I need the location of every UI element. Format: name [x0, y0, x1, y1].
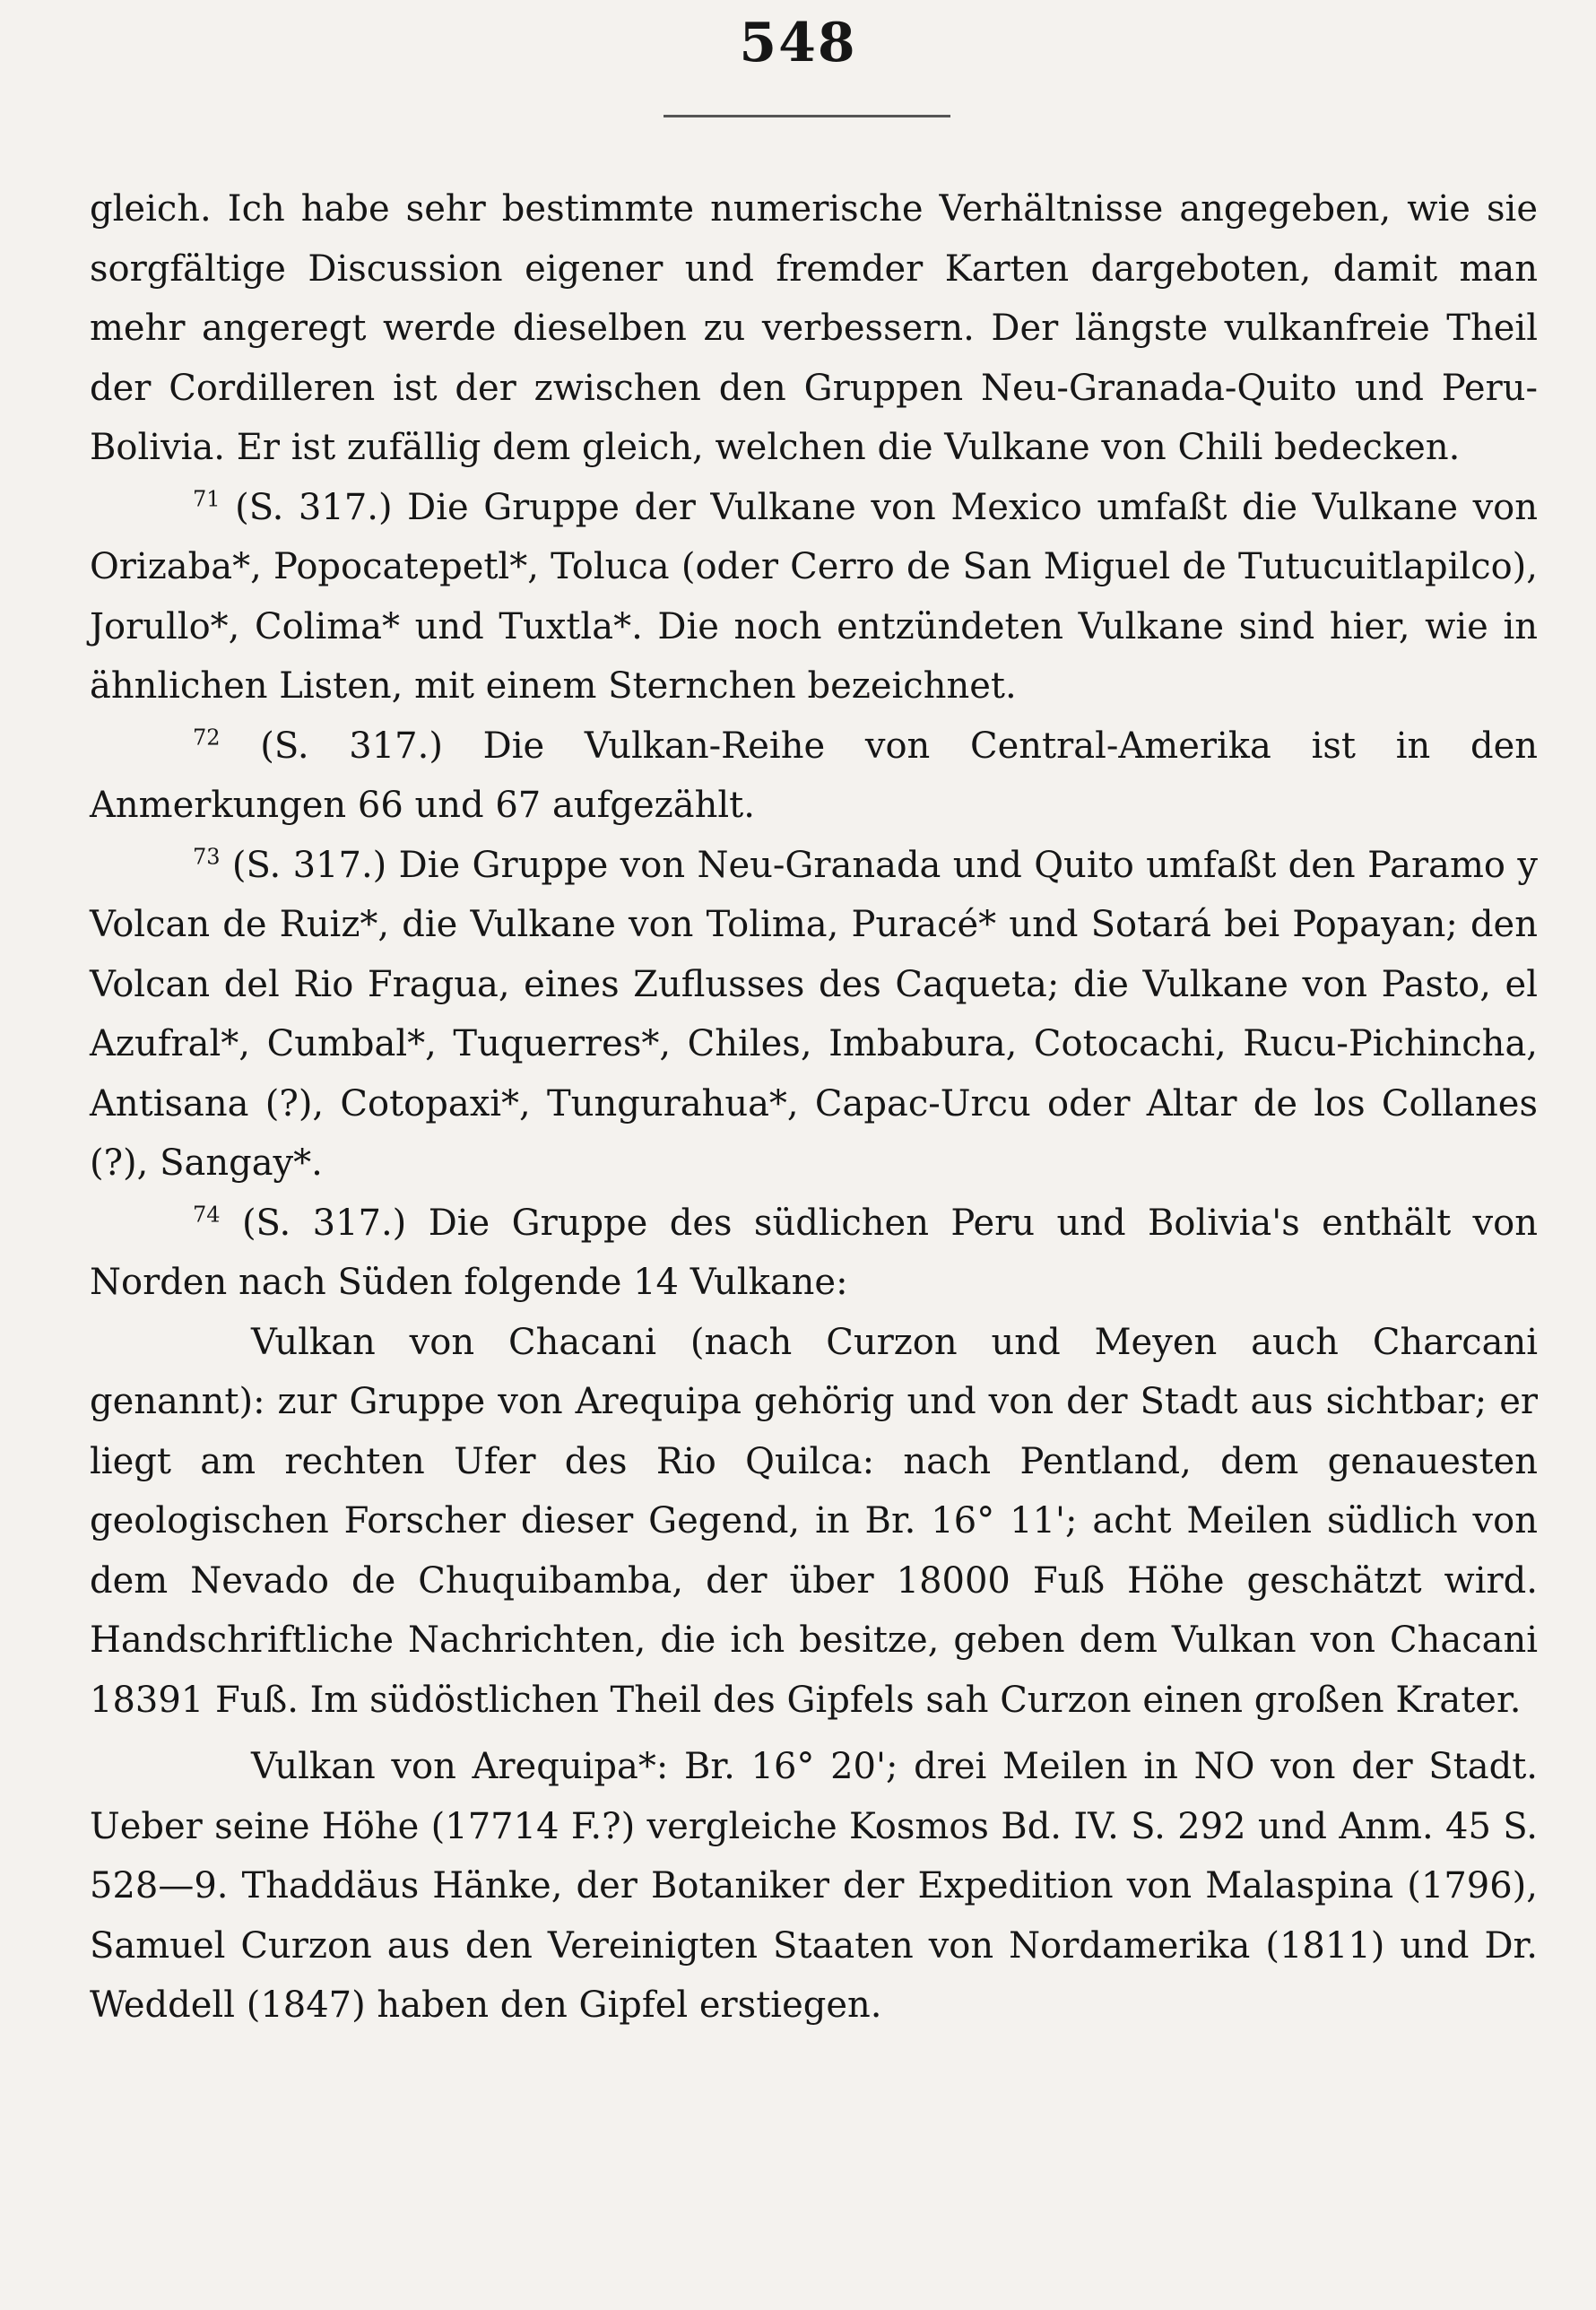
footnote-74 — [90, 1194, 1538, 1313]
page-number: 548 — [739, 12, 857, 74]
footnote-number: 71 — [193, 486, 221, 512]
volcano-entry-chacani: Vulkan von Chacani (nach Curzon und Meyen auch Charcani genannt): zur Gruppe von Arequipa gehörig und von der Stadt aus sichtbar; er liegt am rechten Ufer des Rio Quilca: nach Pentland, dem genauesten geologischen Forscher dieser Gegend, in Br. 16° 11'; acht Meilen südlich von dem Nevado de Chuquibamba, der über 18000 Fuß Höhe geschätzt wird. Handschriftliche Nachrichten, die ich besitze, geben dem Vulkan von Chacani 18391 Fuß. Im südöstlichen Theil des Gipfels sah Curzon einen großen Krater. — [90, 1321, 1538, 1721]
footnote-number: 73 — [193, 844, 221, 870]
footnote-text: Die Vulkan-Reihe von Central-Amerika ist in den Anmerkungen 66 und 67 aufgezählt. — [90, 725, 1538, 826]
footnote-number: 74 — [193, 1202, 221, 1228]
footnote-ref: (S. 317.) — [241, 1202, 407, 1244]
footnote-ref: (S. 317.) — [231, 844, 387, 886]
footnote-71 — [90, 478, 1538, 716]
footnote-text: Die Gruppe von Neu-Granada und Quito umfaßt den Paramo y Volcan de Ruiz*, die Vulkane von Tolima, Puracé* und Sotará bei Popayan; den Volcan del Rio Fragua, eines Zuflusses des Caqueta; die Vulkane von Pasto, el Azufral*, Cumbal*, Tuquerres*, Chiles, Imbabura, Cotocachi, Rucu-Pichincha, Antisana (?), Cotopaxi*, Tungurahua*, Capac-Urcu oder Altar de los Collanes (?), Sangay*. — [90, 844, 1538, 1184]
footnote-ref: (S. 317.) — [260, 725, 443, 767]
header-rule — [664, 115, 950, 117]
paragraph-continuation: gleich. Ich habe sehr bestimmte numerische Verhältnisse angegeben, wie sie sorgfältige Discussion eigener und fremder Karten dargeboten, damit man mehr angeregt werde dieselben zu verbessern. Der längste vulkanfreie Theil der Cordilleren ist der zwischen den Gruppen Neu-Granada-Quito und Peru-Bolivia. Er ist zufällig dem gleich, welchen die Vulkane von Chili bedecken. — [90, 188, 1538, 468]
footnote-number: 72 — [193, 725, 221, 751]
footnote-text: Die Gruppe der Vulkane von Mexico umfaßt die Vulkane von Orizaba*, Popocatepetl*, Toluca (oder Cerro de San Miguel de Tutucuitlapilco), Jorullo*, Colima* und Tuxtla*. Die noch entzündeten Vulkane sind hier, wie in ähnlichen Listen, mit einem Sternchen bezeichnet. — [90, 486, 1539, 707]
footnote-ref: (S. 317.) — [235, 486, 393, 528]
footnote-73 — [90, 836, 1538, 1194]
volcano-entry-arequipa: Vulkan von Arequipa*: Br. 16° 20'; drei Meilen in NO von der Stadt. Ueber seine Höhe (17714 F.?) vergleiche Kosmos Bd. IV. S. 292 und Anm. 45 S. 528—9. Thaddäus Hänke, der Botaniker der Expedition von Malaspina (1796), Samuel Curzon aus den Vereinigten Staaten von Nordamerika (1811) und Dr. Weddell (1847) haben den Gipfel erstiegen. — [90, 1746, 1538, 2026]
footnote-text: Die Gruppe des südlichen Peru und Bolivia's enthält von Norden nach Süden folgende 14 Vulkane: — [90, 1202, 1538, 1303]
footnote-72 — [90, 716, 1538, 836]
body-text — [90, 179, 1538, 2036]
